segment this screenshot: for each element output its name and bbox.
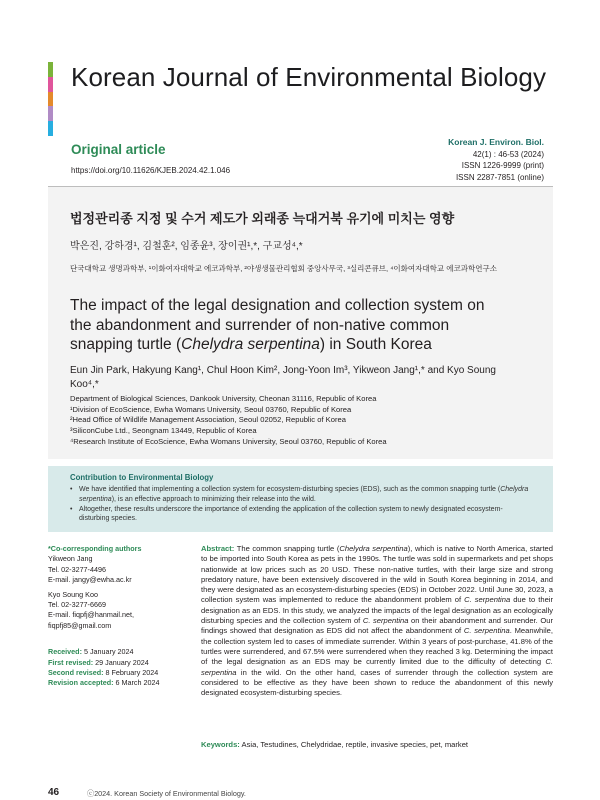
second-revised-date: Second revised: 8 February 2024 — [48, 668, 159, 678]
color-bar-segment — [48, 106, 53, 121]
author-email[interactable]: E-mail. jangy@ewha.ac.kr — [48, 575, 132, 585]
contribution-item: • Altogether, these results underscore the importance of extending the application of the collection system to newly designated ecosystem-disturbing species. — [70, 505, 530, 525]
keywords-label: Keywords: — [201, 740, 240, 749]
journal-meta — [448, 137, 544, 183]
affiliation: Department of Biological Sciences, Dankook University, Cheonan 31116, Republic of Korea — [70, 394, 377, 403]
affiliation: ³SiliconCube Ltd., Seongnam 13449, Republic of Korea — [70, 426, 257, 436]
article-sidebar — [48, 544, 188, 689]
korean-authors: 박은진, 강하경¹, 김철훈², 임종윤³, 장이권¹,*, 구교성⁴,* — [70, 241, 303, 252]
issn-print: ISSN 1226-9999 (print) — [461, 161, 544, 170]
author-name: Kyo Soung Koo — [48, 589, 98, 599]
contribution-item: • We have identified that implementing a collection system for ecosystem-disturbing species (EDS), such as the common snapping turtle (Chelydra serpentina), is an effective approach to minimizing their release into the wild. — [70, 485, 530, 505]
contribution-title: Contribution to Environmental Biology — [70, 473, 214, 482]
issn-online: ISSN 2287-7851 (online) — [455, 172, 544, 182]
correspondence-heading: *Co-corresponding authors — [48, 544, 142, 553]
first-revised-date: First revised: 29 January 2024 — [48, 657, 149, 667]
abstract: Abstract: The common snapping turtle (Chelydra serpentina), which is native to North America, started to be imported into South Korea as pets in the 1990s. The turtle was sold in supermarkets and pet shops nationwide at low prices such as 20 USD. These non-native turtles, with their large size and strong predatory nature, have been extensively discovered in the wild in South Korea beginning in 2014, and they were designated as an ecosystem-disturbing species (EDS) in October 2022. Until June 30, 2023, a collection system was implemented to reduce the abandonment problem of C. serpentina due to their designation as an EDS. In this study, we analyzed the impacts of the legal designation as an ecologically disturbing species and the collection system of C. serpentina on their abandonment and surrender. Our findings showed that designation as EDS did not affect the abandonment of C. serpentina. Meanwhile, the collection system led to cases of immediate surrender. Within 3 years of post-purchase, 41.8% of the turtles were surrendered, and 67.5% were surrendered when they reached 3 kg. Determining the impact of the legal designation as an EDS may be currently limited due to the difficulty of detecting C. serpentina in the wild. On the other hand, cases of surrender through the collection system are considered to be effective as they have been shown to reduce the abandonment of this newly designated ecosystem-disturbing species. — [201, 544, 554, 698]
keywords-text: Asia, Testudines, Chelydridae, reptile, invasive species, pet, market — [239, 740, 469, 749]
author-tel: Tel. 02-3277-6669 — [48, 600, 106, 610]
contribution-list — [70, 485, 530, 524]
english-affiliations — [70, 394, 540, 448]
journal-color-bar — [48, 62, 53, 136]
author-name: Yikweon Jang — [48, 554, 93, 564]
color-bar-segment — [48, 62, 53, 77]
doi-link[interactable]: https://doi.org/10.11626/KJEB.2024.42.1.046 — [71, 166, 231, 175]
color-bar-segment — [48, 121, 53, 136]
english-authors: Eun Jin Park, Hakyung Kang¹, Chul Hoon Kim², Jong-Yoon Im³, Yikweon Jang¹,* and Kyo Soung Koo⁴,* — [70, 365, 496, 390]
affiliation: ⁴Research Institute of EcoScience, Ewha Womans University, Seoul 03760, Republic of Korea — [70, 436, 387, 446]
english-title-part: ) in South Korea — [319, 336, 432, 353]
volume-issue-pages: 42(1) : 46-53 (2024) — [472, 149, 544, 159]
accepted-date: Revision accepted: 6 March 2024 — [48, 678, 160, 688]
abstract-label: Abstract: — [201, 544, 235, 553]
affiliation: ¹Division of EcoScience, Ewha Womans University, Seoul 03760, Republic of Korea — [70, 404, 352, 414]
author-email[interactable]: E-mail. fiqpfj@hanmail.net, — [48, 610, 134, 620]
received-date: Received: 5 January 2024 — [48, 647, 134, 657]
page-number: 46 — [48, 787, 60, 798]
korean-title: 법정관리종 지정 및 수거 제도가 외래종 늑대거북 유기에 미치는 영향 — [70, 211, 455, 226]
author-tel: Tel. 02-3277-4496 — [48, 564, 106, 574]
korean-affiliations: 단국대학교 생명과학부, ¹이화여자대학교 에코과학부, ²야생생물관리협회 중앙사무국, ³실리콘큐브, ⁴이화여자대학교 에코과학연구소 — [70, 264, 497, 273]
keywords — [201, 740, 553, 749]
species-name: Chelydra serpentina — [181, 336, 320, 353]
journal-abbreviation: Korean J. Environ. Biol. — [448, 137, 544, 147]
affiliation: ²Head Office of Wildlife Management Association, Seoul 02052, Republic of Korea — [70, 415, 346, 425]
journal-title: Korean Journal of Environmental Biology — [71, 62, 547, 92]
english-title-part: The impact of the legal designation and collection system on the abandonment and surrender of non-native common snapping turtle ( — [70, 297, 485, 353]
color-bar-segment — [48, 92, 53, 107]
article-type: Original article — [71, 142, 166, 157]
author-email[interactable]: fiqpfj85@gmail.com — [48, 620, 112, 630]
color-bar-segment — [48, 77, 53, 92]
copyright: ⓒ2024. Korean Society of Environmental Biology. — [87, 789, 246, 798]
english-title — [70, 296, 510, 355]
